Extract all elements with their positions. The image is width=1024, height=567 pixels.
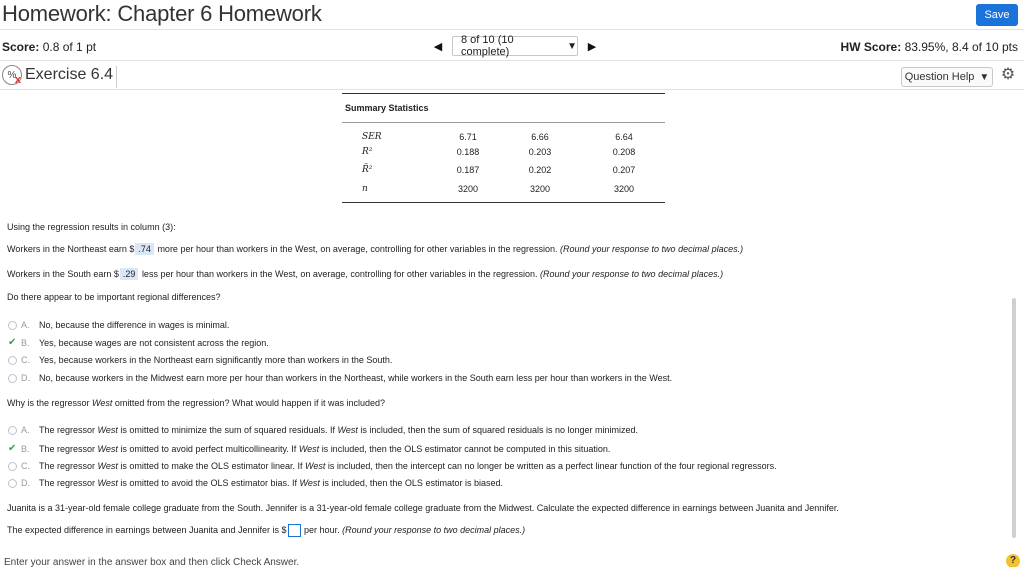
table-cell: 0.187 xyxy=(456,165,480,175)
caret-down-icon: ▼ xyxy=(567,40,577,52)
radio-button[interactable] xyxy=(8,479,17,488)
table-cell: 0.208 xyxy=(612,147,636,157)
option-text xyxy=(39,425,638,435)
caret-down-icon: ▼ xyxy=(979,71,990,83)
instruction-text: Enter your answer in the answer box and then click Check Answer. xyxy=(4,557,300,567)
table-cell: 3200 xyxy=(529,184,551,194)
score-label: Score: xyxy=(2,40,40,54)
variable-name: West xyxy=(97,478,118,488)
table-row-label: R̄² xyxy=(362,165,373,175)
table-cell: 6.64 xyxy=(615,132,633,142)
table-cell: 6.66 xyxy=(531,132,549,142)
option-c[interactable] xyxy=(8,355,392,365)
option-text xyxy=(39,461,777,471)
gear-icon[interactable]: ⚙ xyxy=(1000,66,1016,83)
table-row-label: n xyxy=(362,184,368,194)
question-regional-differences: Do there appear to be important regional differences? xyxy=(7,292,221,302)
option-text-part: is included, then the intercept can no longer be written as a perfect linear function of the four regional regressors. xyxy=(327,461,777,471)
rounding-note: (Round your response to two decimal places.) xyxy=(540,269,724,279)
table-row-label: R² xyxy=(362,147,373,157)
radio-button[interactable] xyxy=(8,374,17,383)
table-row-label: SER xyxy=(362,132,382,142)
option-text-part: is omitted to minimize the sum of squared residuals. If xyxy=(120,425,335,435)
question-text: Workers in the South earn $ xyxy=(7,269,119,279)
hw-score-value: 83.95%, 8.4 of 10 pts xyxy=(904,40,1018,54)
score-value: 0.8 of 1 pt xyxy=(42,40,97,54)
option-letter: C. xyxy=(21,355,30,365)
option-text: Yes, because wages are not consistent across the region. xyxy=(39,337,269,348)
option-text-part: is omitted to avoid the OLS estimator bias. If xyxy=(120,478,297,488)
score xyxy=(2,40,96,54)
question-text: Workers in the Northeast earn $ xyxy=(7,244,135,254)
variable-name: West xyxy=(97,443,118,454)
option-b[interactable] xyxy=(8,443,610,454)
option-text xyxy=(39,478,503,488)
option-text-part: is included, then the OLS estimator is biased. xyxy=(322,478,503,488)
option-letter: B. xyxy=(21,337,30,348)
question-navigator xyxy=(428,36,602,56)
summary-statistics-table xyxy=(342,93,665,203)
question-south xyxy=(7,268,723,280)
partial-credit-icon-glyph: % xyxy=(7,69,17,81)
table-cell: 0.207 xyxy=(612,165,636,175)
save-button[interactable]: Save xyxy=(976,4,1018,26)
score-bar xyxy=(0,31,1024,61)
option-text: No, because the difference in wages is minimal. xyxy=(39,320,230,330)
question-intro: Using the regression results in column (3): xyxy=(7,222,176,232)
option-text-part: The regressor xyxy=(39,443,96,454)
question-juanita-jennifer: Juanita is a 31-year-old female college graduate from the South. Jennifer is a 31-year-old female college graduate from the Midwest. Calculate the expected difference in earnings between Juanita and Jennifer. xyxy=(7,503,839,513)
option-text xyxy=(39,444,610,454)
question-help-label: Question Help xyxy=(904,71,975,83)
question-select[interactable] xyxy=(452,36,578,56)
rounding-note: (Round your response to two decimal places.) xyxy=(560,244,744,254)
question-text: omitted from the regression? What would happen if it was included? xyxy=(114,398,386,408)
option-letter: D. xyxy=(21,478,30,488)
answer-field-northeast[interactable]: .74 xyxy=(135,243,154,255)
question-text: more per hour than workers in the West, on average, controlling for other variables in the regression. xyxy=(157,244,558,254)
option-letter: D. xyxy=(21,373,30,383)
option-d[interactable] xyxy=(8,478,503,488)
next-question-button[interactable]: ▶ xyxy=(587,40,597,53)
option-letter: B. xyxy=(21,443,30,454)
partial-credit-icon-mark: x xyxy=(14,74,21,86)
hw-score-label: HW Score: xyxy=(840,40,902,54)
question-text: less per hour than workers in the West, on average, controlling for other variables in the regression. xyxy=(141,269,538,279)
option-text-part: The regressor xyxy=(39,461,96,471)
option-letter: A. xyxy=(21,425,30,435)
variable-name: West xyxy=(97,461,118,471)
option-text: Yes, because workers in the Northeast earn significantly more than workers in the South. xyxy=(39,355,393,365)
table-divider xyxy=(342,122,665,123)
exercise-bar xyxy=(0,62,1024,90)
variable-name: West xyxy=(92,398,113,408)
variable-name: West xyxy=(299,478,320,488)
option-letter: C. xyxy=(21,461,30,471)
table-cell: 0.203 xyxy=(528,147,552,157)
checkmark-icon: ✔ xyxy=(8,337,17,348)
radio-button[interactable] xyxy=(8,426,17,435)
option-d[interactable] xyxy=(8,373,672,383)
option-c[interactable] xyxy=(8,461,777,471)
partial-credit-icon xyxy=(2,65,22,85)
option-text-part: is omitted to make the OLS estimator linear. If xyxy=(120,461,303,471)
radio-button[interactable] xyxy=(8,462,17,471)
question-help-button[interactable] xyxy=(901,67,993,87)
question-west-omitted xyxy=(7,398,385,408)
table-cell: 6.71 xyxy=(459,132,477,142)
option-text-part: is included, then the sum of squared residuals is no longer minimized. xyxy=(360,425,639,435)
help-icon[interactable]: ? xyxy=(1006,554,1020,567)
radio-button[interactable] xyxy=(8,321,17,330)
question-northeast xyxy=(7,243,743,255)
question-text: Why is the regressor xyxy=(7,398,90,408)
option-text-part: The regressor xyxy=(39,425,96,435)
question-text: per hour. xyxy=(304,524,340,535)
table-title: Summary Statistics xyxy=(345,103,429,113)
table-cell: 0.202 xyxy=(528,165,552,175)
answer-field-south[interactable]: .29 xyxy=(120,268,139,280)
table-cell: 3200 xyxy=(457,184,479,194)
title-bar xyxy=(0,0,1024,30)
variable-name: West xyxy=(97,425,118,435)
page-title: Homework: Chapter 6 Homework xyxy=(2,1,322,26)
previous-question-button[interactable]: ◀ xyxy=(433,40,443,53)
option-a[interactable] xyxy=(8,320,229,330)
option-letter: A. xyxy=(21,320,30,330)
option-text-part: is included, then the OLS estimator cannot be computed in this situation. xyxy=(321,443,611,454)
table-cell: 0.188 xyxy=(456,147,480,157)
option-a[interactable] xyxy=(8,425,638,435)
question-expected-difference xyxy=(7,524,525,537)
exercise-title: Exercise 6.4 xyxy=(25,66,117,88)
variable-name: West xyxy=(305,461,326,471)
variable-name: West xyxy=(298,443,320,454)
hw-score xyxy=(841,40,1018,54)
variable-name: West xyxy=(337,425,358,435)
rounding-note: (Round your response to two decimal places.) xyxy=(342,524,526,535)
option-text-part: is omitted to avoid perfect multicollinearity. If xyxy=(120,443,297,454)
radio-button[interactable] xyxy=(8,356,17,365)
option-text-part: The regressor xyxy=(39,478,96,488)
option-b[interactable] xyxy=(8,337,269,348)
answer-input[interactable] xyxy=(288,524,301,537)
scrollbar[interactable] xyxy=(1012,298,1016,538)
table-cell: 3200 xyxy=(613,184,635,194)
option-text: No, because workers in the Midwest earn more per hour than workers in the Northeast, while workers in the South earn less per hour than workers in the West. xyxy=(39,373,673,383)
question-text: The expected difference in earnings between Juanita and Jennifer is $ xyxy=(7,524,287,535)
checkmark-icon: ✔ xyxy=(8,443,17,454)
question-select-label: 8 of 10 (10 complete) xyxy=(461,34,514,58)
